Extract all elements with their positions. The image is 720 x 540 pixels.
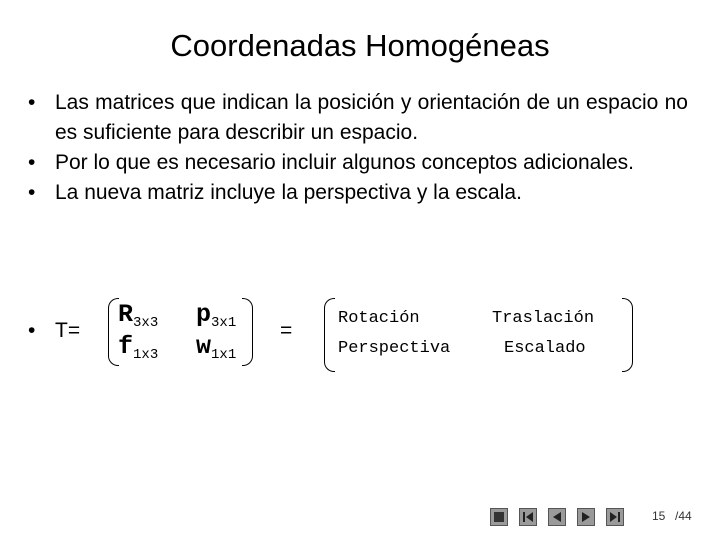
first-page-icon[interactable] bbox=[519, 508, 537, 526]
bullet-dot: • bbox=[28, 181, 36, 204]
previous-page-icon[interactable] bbox=[548, 508, 566, 526]
current-page-number: 15 bbox=[652, 509, 666, 523]
matrix-cell-p: p3x1 bbox=[196, 300, 237, 331]
next-page-icon[interactable] bbox=[577, 508, 595, 526]
bullet-item bbox=[28, 88, 688, 148]
slide-title: Coordenadas Homogéneas bbox=[170, 28, 550, 63]
matrix-cell-traslacion: Traslación bbox=[492, 309, 595, 328]
bullet-text: Por lo que es necesario incluir algunos conceptos adicionales. bbox=[55, 151, 635, 174]
equals-sign: = bbox=[280, 319, 293, 342]
bullet-dot: • bbox=[28, 151, 36, 174]
total-pages: /44 bbox=[675, 509, 692, 523]
matrix-cell-r: R3x3 bbox=[118, 300, 159, 331]
bullet-item bbox=[28, 148, 688, 178]
transformation-equation bbox=[28, 290, 688, 380]
matrix-cell-w: w1x1 bbox=[196, 332, 237, 363]
right-matrix-open-bracket bbox=[324, 298, 335, 372]
bullet-dot: • bbox=[28, 91, 36, 114]
stop-icon[interactable] bbox=[490, 508, 508, 526]
bullet-text: Las matrices que indican la posición y orientación de un espacio no es suficiente para describir un espacio. bbox=[55, 91, 688, 144]
equation-lhs: T= bbox=[55, 319, 81, 342]
left-matrix-close-bracket bbox=[242, 298, 253, 366]
matrix-cell-rotacion: Rotación bbox=[338, 309, 420, 328]
matrix-cell-perspectiva: Perspectiva bbox=[338, 339, 451, 358]
matrix-cell-f: f1x3 bbox=[118, 332, 159, 363]
bullet-item bbox=[28, 178, 688, 208]
right-matrix-close-bracket bbox=[622, 298, 633, 372]
bullet-dot: • bbox=[28, 319, 36, 342]
bullet-text: La nueva matriz incluye la perspectiva y la escala. bbox=[55, 181, 522, 204]
last-page-icon[interactable] bbox=[606, 508, 624, 526]
bullet-list bbox=[28, 88, 688, 208]
matrix-cell-escalado: Escalado bbox=[504, 339, 586, 358]
